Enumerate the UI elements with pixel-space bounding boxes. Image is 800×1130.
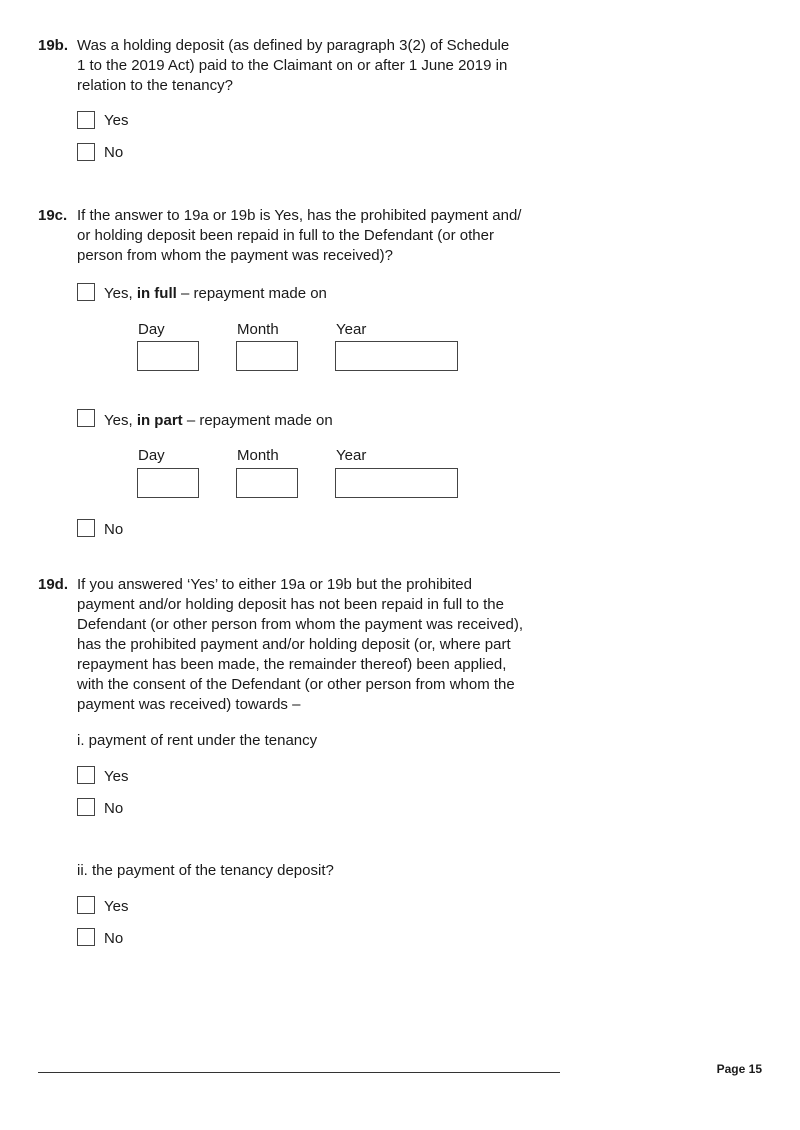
- q19d-line: payment and/or holding deposit has not been repaid in full to the: [77, 596, 504, 613]
- label-emphasis: in full: [136, 285, 177, 302]
- q19d-sub-i-text: i. payment of rent under the tenancy: [77, 732, 318, 749]
- q19c-text: [77, 206, 557, 266]
- q19c-yes-part-label: [104, 412, 333, 430]
- label-prefix: Yes,: [104, 285, 137, 302]
- q19d-text: [77, 575, 557, 715]
- q19d-i-yes-checkbox[interactable]: [77, 766, 95, 784]
- q19c-yes-full-checkbox[interactable]: [77, 283, 95, 301]
- q19b-line: relation to the tenancy?: [77, 77, 233, 94]
- q19c-line: If the answer to 19a or 19b is Yes, has the prohibited payment and/: [77, 207, 522, 224]
- q19b-number: 19b.: [38, 37, 69, 54]
- q19d-sub-ii-text: ii. the payment of the tenancy deposit?: [77, 862, 334, 879]
- q19c-line: person from whom the payment was received)?: [77, 247, 393, 264]
- q19c-full-year-input[interactable]: [335, 341, 458, 371]
- q19c-part-day-input[interactable]: [137, 468, 199, 498]
- q19c-part-year-label: Year: [336, 447, 367, 464]
- q19c-full-day-label: Day: [138, 321, 165, 338]
- q19d-line: If you answered ‘Yes’ to either 19a or 19b but the prohibited: [77, 576, 472, 593]
- label-suffix: – repayment made on: [176, 285, 327, 302]
- q19b-line: 1 to the 2019 Act) paid to the Claimant on or after 1 June 2019 in: [77, 57, 508, 74]
- q19c-part-month-label: Month: [237, 447, 279, 464]
- q19d-ii-no-checkbox[interactable]: [77, 928, 95, 946]
- page-number: Page 15: [716, 1062, 762, 1076]
- q19d-ii-yes-label: Yes: [104, 898, 129, 915]
- q19b-no-checkbox[interactable]: [77, 143, 95, 161]
- q19c-full-year-label: Year: [336, 321, 367, 338]
- q19d-line: has the prohibited payment and/or holding deposit (or, where part: [77, 636, 511, 653]
- footer-rule: [38, 1072, 560, 1073]
- q19c-full-month-label: Month: [237, 321, 279, 338]
- label-suffix: – repayment made on: [182, 412, 333, 429]
- q19d-i-no-checkbox[interactable]: [77, 798, 95, 816]
- q19d-line: repayment has been made, the remainder thereof) been applied,: [77, 656, 507, 673]
- q19d-line: with the consent of the Defendant (or other person from whom the: [77, 676, 515, 693]
- q19d-ii-yes-checkbox[interactable]: [77, 896, 95, 914]
- q19b-no-label: No: [104, 144, 124, 161]
- q19d-ii-no-label: No: [104, 930, 124, 947]
- q19c-no-checkbox[interactable]: [77, 519, 95, 537]
- q19c-number: 19c.: [38, 207, 68, 224]
- q19c-full-day-input[interactable]: [137, 341, 199, 371]
- q19d-i-no-label: No: [104, 800, 124, 817]
- q19c-yes-part-checkbox[interactable]: [77, 409, 95, 427]
- q19b-line: Was a holding deposit (as defined by paragraph 3(2) of Schedule: [77, 37, 510, 54]
- q19b-yes-checkbox[interactable]: [77, 111, 95, 129]
- q19c-yes-full-label: [104, 285, 327, 303]
- q19c-no-label: No: [104, 521, 124, 538]
- q19c-part-day-label: Day: [138, 447, 165, 464]
- q19c-part-year-input[interactable]: [335, 468, 458, 498]
- q19c-line: or holding deposit been repaid in full to the Defendant (or other: [77, 227, 494, 244]
- q19c-full-month-input[interactable]: [236, 341, 298, 371]
- q19d-i-yes-label: Yes: [104, 768, 129, 785]
- label-emphasis: in part: [136, 412, 183, 429]
- q19b-text: [77, 36, 557, 96]
- q19d-line: Defendant (or other person from whom the payment was received),: [77, 616, 524, 633]
- q19c-part-month-input[interactable]: [236, 468, 298, 498]
- q19b-yes-label: Yes: [104, 112, 129, 129]
- q19d-line: payment was received) towards –: [77, 696, 301, 713]
- q19d-number: 19d.: [38, 576, 69, 593]
- label-prefix: Yes,: [104, 412, 137, 429]
